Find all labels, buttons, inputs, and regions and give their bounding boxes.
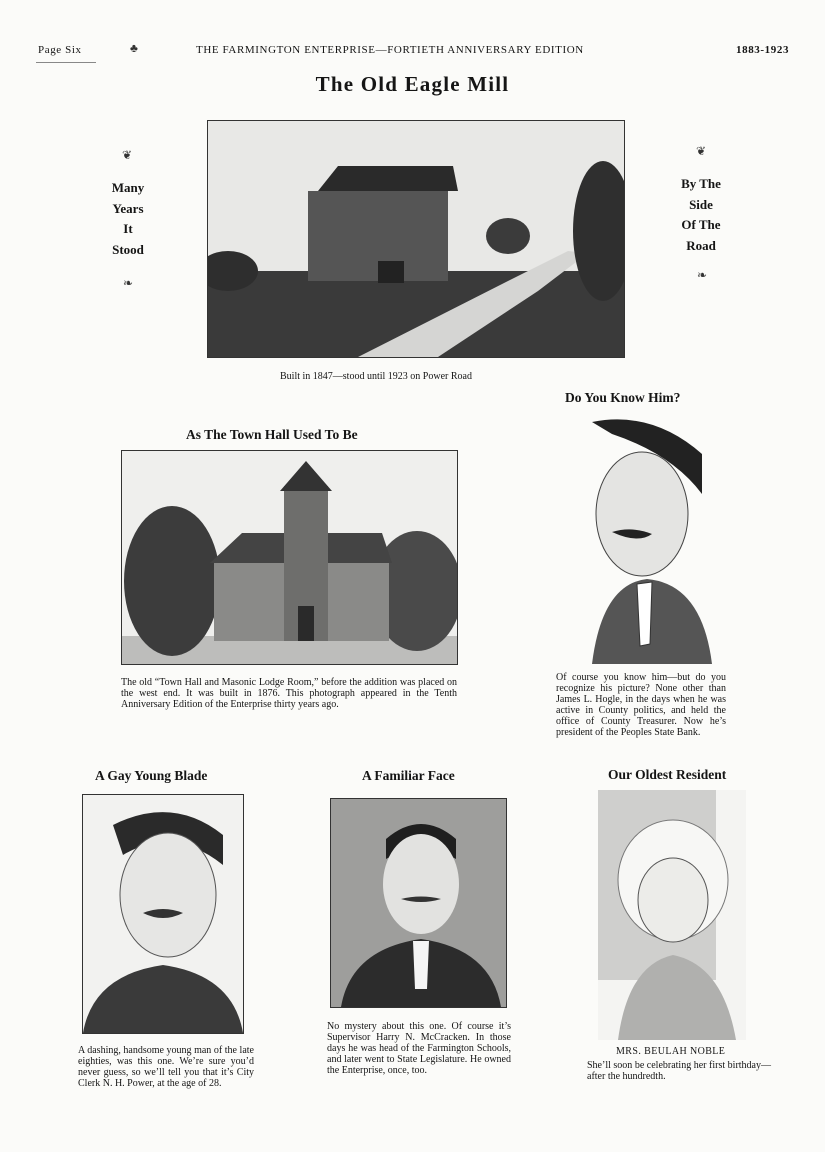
power-portrait	[82, 794, 244, 1034]
town-hall-heading: As The Town Hall Used To Be	[186, 427, 358, 442]
page-number: Page Six	[38, 44, 82, 56]
hogle-portrait	[552, 414, 714, 664]
gay-blade-heading: A Gay Young Blade	[95, 768, 208, 783]
masthead: THE FARMINGTON ENTERPRISE—FORTIETH ANNIVERSARY EDITION	[196, 44, 584, 56]
noble-name: MRS. BEULAH NOBLE	[616, 1046, 726, 1057]
leaf-ornament-icon: ❧	[697, 268, 708, 282]
mill-left-text: Many Years It Stood	[111, 180, 145, 257]
header-ornament-icon: ♣	[130, 41, 138, 55]
gay-blade-caption: A dashing, handsome young man of the late eighties, was this one. We’re sure you’d never guess, so we’ll tell you that it’s City Clerk N. H. Power, at the age of 28.	[78, 1045, 254, 1089]
familiar-face-caption: No mystery about this one. Of course it’s Supervisor Harry N. McCracken. In those days he was head of the Farmington Schools, and later went to State Legislature. He owned the Enterprise, once, too.	[327, 1021, 511, 1076]
leaf-ornament-icon: ❧	[123, 276, 134, 290]
know-him-heading: Do You Know Him?	[565, 390, 681, 405]
noble-portrait	[598, 790, 746, 1040]
heart-ornament-icon: ❦	[696, 144, 707, 158]
header-rule	[36, 62, 96, 63]
oldest-heading: Our Oldest Resident	[608, 767, 727, 782]
mill-right-text: By The Side Of The Road	[681, 176, 721, 253]
heart-ornament-icon: ❦	[122, 148, 133, 162]
mill-caption: Built in 1847—stood until 1923 on Power Road	[280, 371, 472, 382]
mccracken-portrait	[330, 798, 507, 1008]
eagle-mill-photo	[207, 120, 625, 358]
town-hall-caption: The old “Town Hall and Masonic Lodge Room,” before the addition was placed on the west end. It was built in 1876. This photograph appeared in the Tenth Anniversary Edition of the Enterprise thirty years ago.	[121, 677, 457, 710]
familiar-face-heading: A Familiar Face	[362, 768, 455, 783]
know-him-caption: Of course you know him—but do you recognize his picture? None other than James L. Hogle, in the days when he was active in County politics, and held the office of County Treasurer. Now he’s president of the Peoples State Bank.	[556, 672, 726, 738]
town-hall-photo	[121, 450, 458, 665]
edition-years: 1883-1923	[736, 44, 790, 56]
oldest-caption: She’ll soon be celebrating her first birthday—after the hundredth.	[587, 1060, 771, 1082]
page-title: The Old Eagle Mill	[315, 72, 510, 96]
